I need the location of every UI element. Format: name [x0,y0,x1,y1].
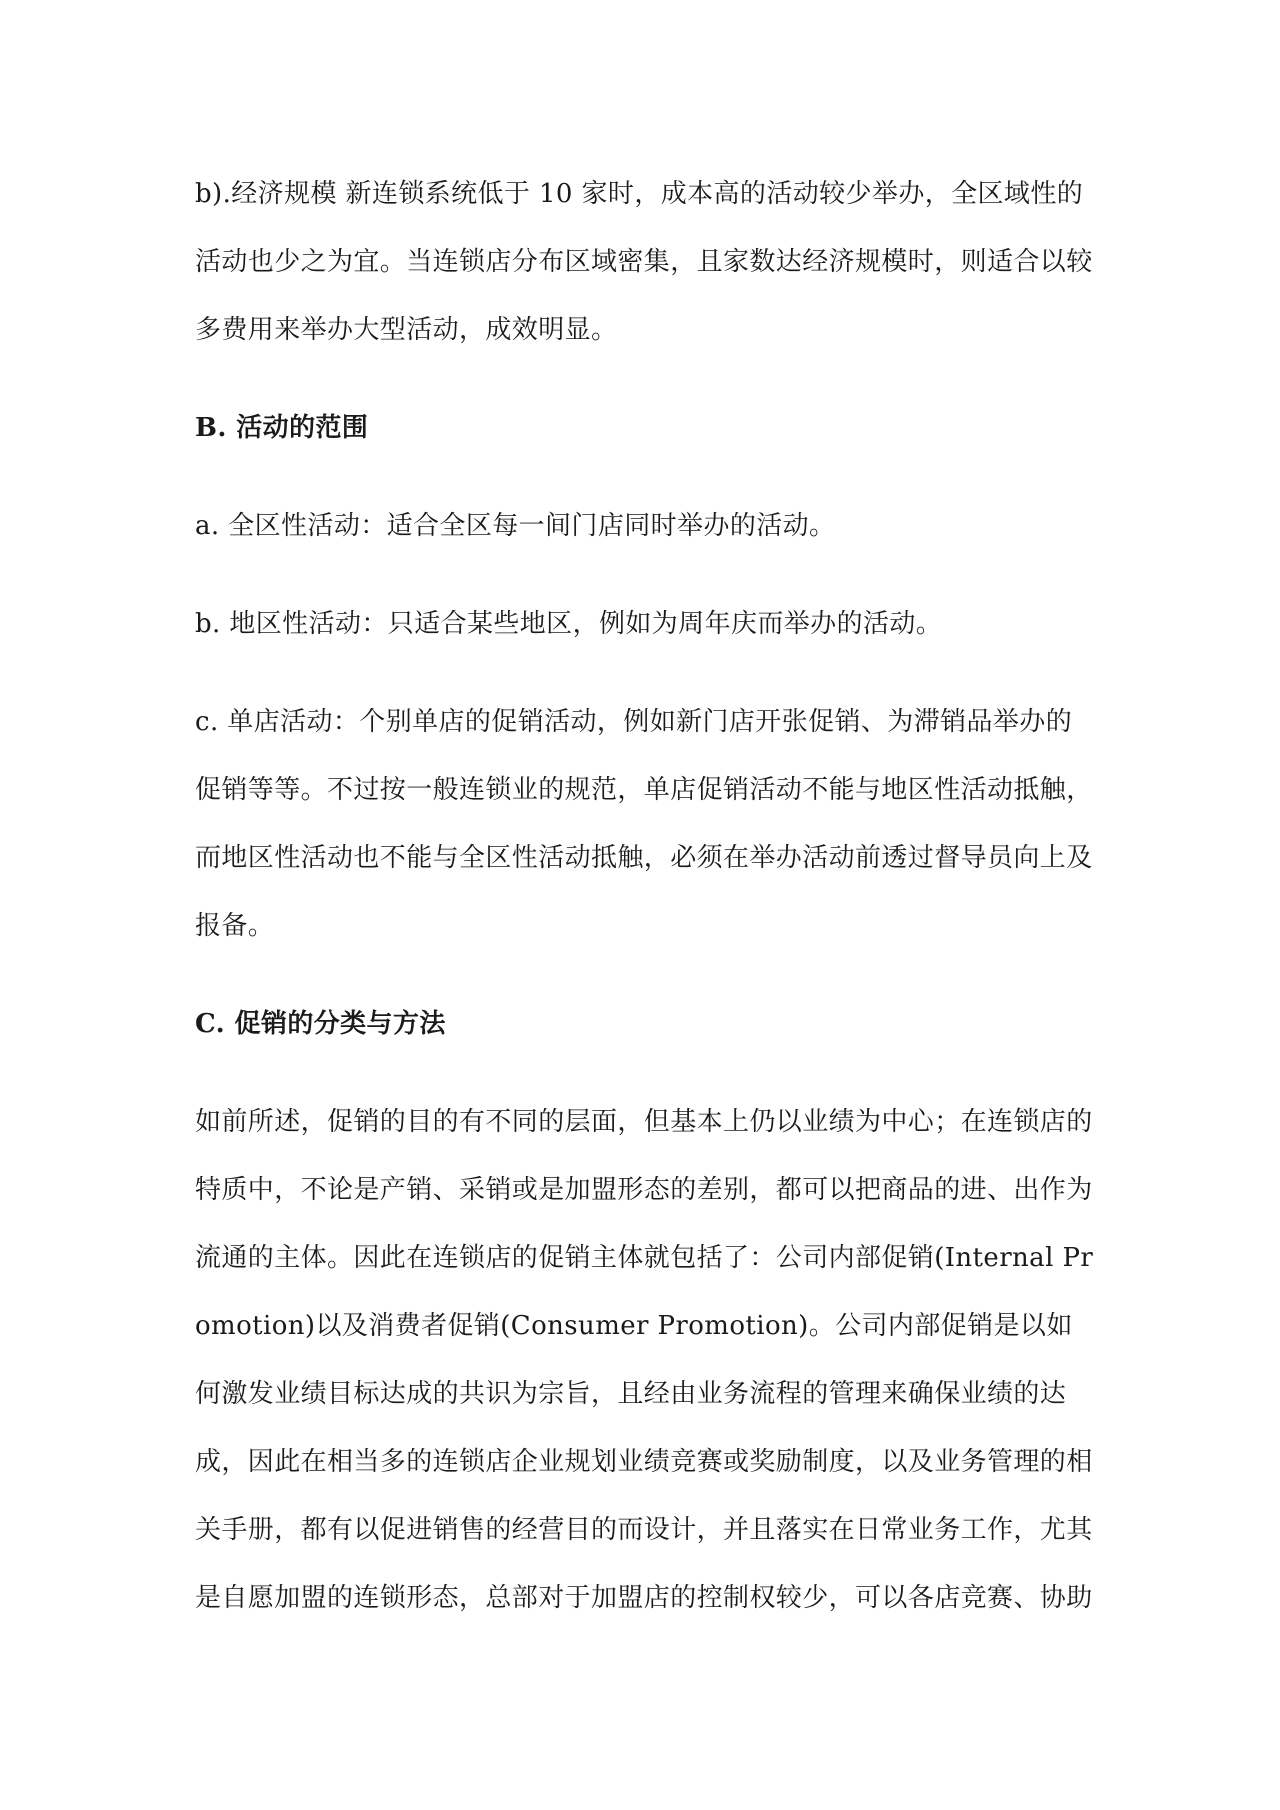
section-heading-promotion-types: C. 促销的分类与方法 [195,1009,446,1039]
paragraph-single-store-activity: c. 单店活动：个别单店的促销活动，例如新门店开张促销、为滞销品举办的促销等等。不过按一般连锁业的规范，单店促销活动不能与地区性活动抵触，而地区性活动也不能与全区性活动抵触，必须在举办活动前透过督导员向上及报备。 [195,707,1093,941]
paragraph-region-wide-activity: a. 全区性活动：适合全区每一间门店同时举办的活动。 [195,511,836,541]
paragraph-regional-activity: b. 地区性活动：只适合某些地区，例如为周年庆而举办的活动。 [195,609,943,639]
section-heading-activity-scope: B. 活动的范围 [195,413,369,443]
document-body [195,160,1095,1632]
paragraph-promotion-subjects: 如前所述，促销的目的有不同的层面，但基本上仍以业绩为中心；在连锁店的特质中，不论是产销、采销或是加盟形态的差别，都可以把商品的进、出作为流通的主体。因此在连锁店的促销主体就包括了：公司内部促销(Internal Promotion)以及消费者促销(Consumer Promotion)。公司内部促销是以如何激发业绩目标达成的共识为宗旨，且经由业务流程的管理来确保业绩的达成，因此在相当多的连锁店企业规划业绩竞赛或奖励制度，以及业务管理的相关手册，都有以促进销售的经营目的而设计，并且落实在日常业务工作，尤其是自愿加盟的连锁形态，总部对于加盟店的控制权较少，可以各店竞赛、协助 [195,1107,1094,1613]
paragraph-economic-scale: b).经济规模 新连锁系统低于 10 家时，成本高的活动较少举办，全区域性的活动也少之为宜。当连锁店分布区域密集，且家数达经济规模时，则适合以较多费用来举办大型活动，成效明显。 [195,179,1093,345]
